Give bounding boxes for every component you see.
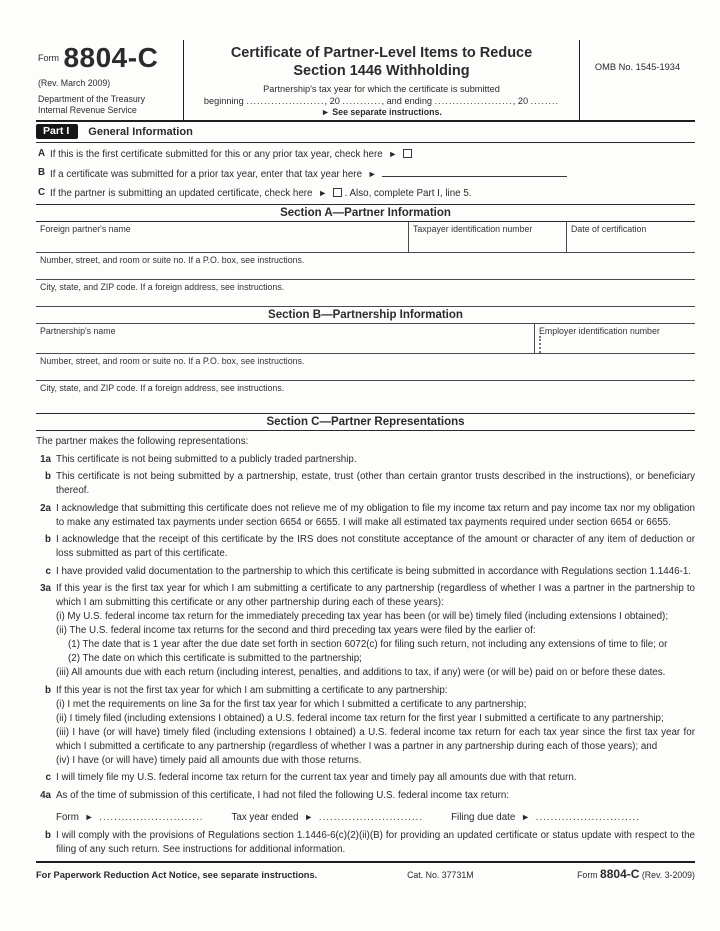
representation-item — [36, 453, 695, 467]
agency-name: Department of the Treasury Internal Revenue Service — [38, 94, 146, 115]
representation-item-text: I will comply with the provisions of Regulations section 1.1446-6(c)(2)(ii)(B) for providing an updated certificate or status update with respect to the filing of any such return. See instructions for additional information. — [56, 830, 695, 855]
omb-number: OMB No. 1545-1934 — [594, 62, 681, 72]
section-b-row2 — [36, 354, 695, 381]
representations-intro: The partner makes the following representations: — [36, 436, 249, 447]
representation-item-text: I have provided valid documentation to the partnership to which this certificate is being submitted in accordance with Regulations section 1.1446-1. — [56, 565, 691, 577]
representation-subitem: (iii) I have (or will have) timely filed (including extensions I obtained) a U.S. federal income tax return for each tax year since the first tax year for which I submitted a certificate to any partnership (regardless of whether I was a partner in any partnership during each of those years); and — [56, 726, 695, 752]
representation-item — [36, 533, 695, 561]
representation-subitem: (i) My U.S. federal income tax return for the immediately preceding tax year has been (or will be) timely filed (including extensions I obtained); — [56, 611, 669, 622]
representation-subitem: (iv) I have (or will have) timely paid all amounts due with those returns. — [56, 754, 362, 766]
prior-tax-year-entry[interactable] — [382, 167, 567, 177]
form-number-entry[interactable]: ............................ — [99, 811, 204, 823]
representation-subitem: (i) I met the requirements on line 3a for the first tax year for which I submitted a certificate to any partnership; — [56, 698, 527, 710]
partner-name-field[interactable]: Foreign partner's name — [36, 222, 409, 252]
filing-due-date-entry[interactable]: ............................ — [535, 811, 640, 823]
page-footer — [36, 861, 695, 881]
line-c-letter: C — [38, 187, 46, 198]
representation-subitem: (iii) All amounts due with each return (including interest, penalties, and additions to tax, if any) were (or will be) paid on or before these dates. — [56, 667, 666, 678]
line-a — [36, 143, 695, 162]
arrow-right-icon: ► — [388, 149, 398, 159]
partnership-name-field[interactable]: Partnership's name — [36, 324, 535, 353]
representation-subitem: (2) The date on which this certificate is submitted to the partnership; — [68, 653, 362, 664]
form-word-label: Form — [38, 53, 59, 63]
tax-year-end-year-entry[interactable]: ........ — [530, 96, 560, 106]
representation-item — [36, 502, 695, 530]
representation-item-text: This certificate is not being submitted by a partnership, estate, trust (other than certain grantor trusts described in the instructions), or beneficiary thereof. — [56, 471, 695, 496]
representation-item-label: b — [45, 471, 51, 482]
representation-item-text: I acknowledge that submitting this certificate does not relieve me of my obligation to file my income tax return and pay income tax nor my obligation to make any estimated tax payments under section 6654 or 6655. I will make all estimated tax payments required under section 6654 or 6655. — [56, 502, 695, 528]
entry-tax-year-label: Tax year ended — [231, 811, 299, 823]
representation-item-text: As of the time of submission of this certificate, I had not filed the following U.S. federal income tax return: — [56, 789, 510, 801]
representations-list — [36, 453, 695, 858]
arrow-right-icon: ► — [318, 188, 328, 198]
section-a-title: Section A—Partner Information — [36, 205, 695, 222]
line-a-text: If this is the first certificate submitted for this or any prior tax year, check here — [50, 149, 383, 160]
arrow-right-icon: ► — [521, 811, 531, 822]
updated-certificate-checkbox[interactable] — [333, 188, 342, 197]
representation-subitem: (1) The date that is 1 year after the due date set forth in section 6072(c) for filing such return, not including any extensions of time to file; or — [68, 639, 668, 650]
representation-item-label: 1a — [40, 453, 51, 465]
representation-item — [36, 771, 695, 785]
section-b-title: Section B—Partnership Information — [268, 309, 463, 321]
entry-form-label: Form — [56, 811, 79, 823]
unfiled-return-entry-row — [56, 811, 695, 824]
representation-item-text: This certificate is not being submitted to a publicly traded partnership. — [56, 453, 357, 465]
tax-year-caption: Partnership's tax year for which the certificate is submitted — [263, 84, 500, 94]
partnership-ein-field[interactable]: Employer identification number — [535, 324, 695, 353]
form-header — [36, 40, 695, 122]
representation-item-label: 2a — [40, 502, 51, 514]
form-revision: (Rev. March 2009) — [38, 78, 111, 88]
form-title: Certificate of Partner-Level Items to Reduce Section 1446 Withholding — [230, 45, 533, 79]
part1-header — [36, 122, 695, 143]
representation-item — [36, 684, 695, 768]
representation-item — [36, 829, 695, 857]
partner-street-field[interactable]: Number, street, and room or suite no. If a P.O. box, see instructions. — [40, 255, 305, 265]
ein-digit-separator — [539, 336, 541, 353]
representation-item-label: 4a — [40, 789, 51, 801]
form-header-left — [36, 40, 184, 120]
line-b-text: If a certificate was submitted for a prior tax year, enter that tax year here — [50, 169, 363, 180]
line-c-suffix: . Also, complete Part I, line 5. — [344, 188, 472, 199]
representation-item — [36, 582, 695, 680]
representation-item — [36, 470, 695, 498]
form-header-center — [184, 40, 579, 120]
representation-item-label: b — [45, 830, 51, 841]
part1-chip: Part I — [36, 124, 78, 139]
representation-item — [36, 789, 695, 826]
form-header-right — [579, 40, 695, 120]
line-b-letter: B — [38, 167, 46, 178]
representation-item-text: If this year is not the first tax year for which I am submitting a certificate to any partnership: — [56, 684, 448, 696]
partnership-city-field[interactable]: City, state, and ZIP code. If a foreign address, see instructions. — [40, 383, 285, 393]
section-a-row3 — [36, 280, 695, 307]
representation-item-text: I acknowledge that the receipt of this certificate by the IRS does not constitute acceptance of the amount or character of any item of deduction or loss submitted as part of this certificate. — [56, 534, 695, 559]
representation-item-text: If this year is the first tax year for which I am submitting a certificate to any partnership (regardless of whether I was a partner in the partnership to which I am submitting this certificate or any other partnership during each of these years): — [56, 583, 695, 608]
tax-year-end-entry[interactable]: ...................... — [434, 96, 513, 106]
part1-title: General Information — [88, 125, 193, 138]
section-b-row3 — [36, 381, 695, 408]
entry-filing-label: Filing due date — [451, 811, 516, 823]
partner-city-field[interactable]: City, state, and ZIP code. If a foreign address, see instructions. — [40, 282, 285, 292]
line-a-letter: A — [38, 148, 46, 159]
paperwork-notice: For Paperwork Reduction Act Notice, see separate instructions. — [36, 870, 318, 880]
section-a-row2 — [36, 253, 695, 280]
line-b — [36, 162, 695, 182]
footer-form-id: Form 8804-C (Rev. 3-2009) — [577, 867, 695, 881]
tax-year-line: beginning ......................, 20 ..........., and ending ......................, 20 ........ — [203, 96, 560, 106]
section-a-row1 — [36, 222, 695, 253]
tax-year-begin-year-entry[interactable]: ........... — [342, 96, 382, 106]
section-c-title: Section C—Partner Representations — [36, 413, 695, 431]
representation-item-label: c — [45, 565, 51, 577]
first-certificate-checkbox[interactable] — [403, 149, 412, 158]
tax-year-ended-entry[interactable]: ............................ — [318, 811, 424, 823]
partner-tin-field[interactable]: Taxpayer identification number — [409, 222, 567, 252]
representation-item — [36, 565, 695, 579]
arrow-right-icon: ► — [304, 811, 314, 822]
catalog-number: Cat. No. 37731M — [407, 870, 474, 880]
representation-item-label: b — [45, 534, 51, 545]
see-instructions-note: ► See separate instructions. — [321, 107, 442, 117]
partnership-street-field[interactable]: Number, street, and room or suite no. If a P.O. box, see instructions. — [40, 356, 305, 366]
arrow-right-icon: ► — [367, 169, 377, 179]
representation-item-label: b — [45, 684, 51, 696]
tax-year-begin-entry[interactable]: ...................... — [246, 96, 325, 106]
certification-date-field[interactable]: Date of certification — [571, 224, 647, 234]
line-c — [36, 182, 695, 205]
representation-subitem: (ii) The U.S. federal income tax returns for the second and third preceding tax years were filed by the earlier of: — [56, 625, 536, 636]
representation-subitem: (ii) I timely filed (including extensions I obtained) a U.S. federal income tax return for the first year I submitted a certificate to any partnership; — [56, 712, 664, 724]
section-b-row1 — [36, 323, 695, 354]
representation-item-label: 3a — [40, 583, 51, 594]
line-c-text: If the partner is submitting an updated certificate, check here — [50, 188, 313, 199]
representation-item-text: I will timely file my U.S. federal income tax return for the current tax year and timely pay all amounts due with that return. — [56, 772, 577, 783]
arrow-right-icon: ► — [84, 811, 94, 822]
form-number: 8804-C — [63, 42, 159, 73]
representation-item-label: c — [45, 772, 51, 783]
